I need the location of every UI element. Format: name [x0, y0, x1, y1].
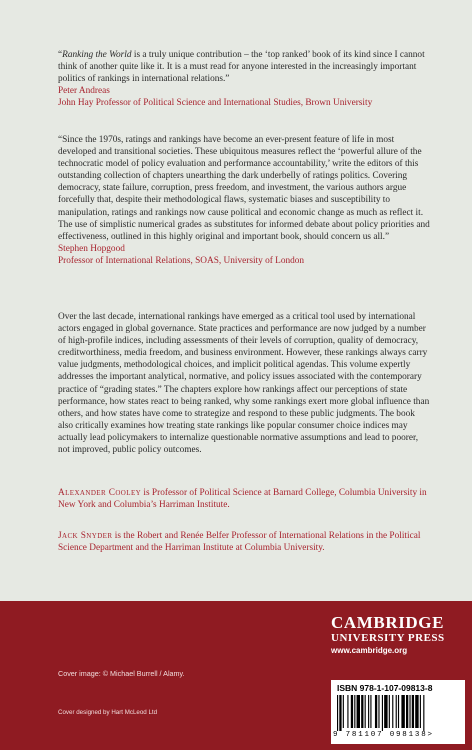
isbn-number: ISBN 978-1-107-09813-8	[337, 683, 433, 693]
barcode-icon	[337, 695, 459, 731]
endorser-name: Stephen Hopgood	[58, 243, 125, 254]
author-name: Alexander Cooley	[58, 488, 142, 498]
endorser-name: Peter Andreas	[58, 86, 110, 97]
publisher-name: CAMBRIDGE	[331, 613, 445, 632]
description-text: Over the last decade, international rankings have emerged as a critical tool used by international actors engaged in global governance. State practices and performance are now judged by a number of high-profile indices, including assessments of their levels of corruption, quality of democracy, creditworthiness, media freedom, and business environment. However, these rankings always carry value judgments, methodological choices, and implicit political agendas. This volume expertly addresses the important analytical, normative, and policy issues associated with the contemporary practice of “grading states.” The chapters explore how rankings affect our perceptions of state performance, how states react to being ranked, why some rankings exert more global influence than others, and how states have come to strategize and respond to these public judgments. The book also critically examines how treating state rankings like popular consumer choice indices may actually lead policymakers to internalize questionable normative assumptions and lead to poorer, not improved, public policy outcomes.	[58, 312, 430, 456]
author-bio-cooley	[58, 487, 430, 511]
author-bio-text: is the Robert and Renée Belfer Professor of International Relations in the Political Science Department and the Harriman Institute at Columbia University.	[58, 531, 421, 554]
endorsement-quote-text: is a truly unique contribution – the ‘top ranked’ book of its kind since I cannot think of another quite like it. It is a must read for anyone interested in the increasingly important politics of rankings in international relations.”	[58, 50, 425, 85]
endorsement-hopgood	[58, 134, 430, 267]
isbn-barcode	[331, 680, 465, 744]
barcode-digits	[333, 731, 434, 739]
book-title-italic: Ranking the World	[62, 50, 132, 60]
author-bio-snyder	[58, 530, 430, 554]
publisher-subname: UNIVERSITY PRESS	[331, 632, 445, 644]
endorsement-quote	[58, 49, 430, 85]
endorsement-andreas	[58, 49, 430, 109]
endorsement-quote-text: “Since the 1970s, ratings and rankings have become an ever-present feature of life in most developed and transitional societies. These ubiquitous measures reflect the ‘powerful allure of the technocratic model of policy evaluation and performance accountability,’ write the editors of this outstanding collection of chapters unearthing the dark underbelly of ratings politics. Covering democracy, state failure, corruption, press freedom, and investment, the various authors argue forcefully that, despite their methodological flaws, systematic biases and susceptibility to manipulation, ratings and rankings now cause political and economic change as much as reflect it. The use of simplistic numerical grades as substitutes for informed debate about policy priorities and effectiveness, outlined in this highly original and important book, should concern us all.”	[58, 135, 430, 242]
publisher-url: www.cambridge.org	[331, 646, 408, 655]
endorser-title: John Hay Professor of Political Science and International Studies, Brown University	[58, 98, 373, 109]
barcode-digits-text: 9 781107 098138	[333, 731, 428, 739]
cover-design-credit: Cover designed by Hart McLeod Ltd	[58, 709, 158, 716]
cover-image-credit: Cover image: © Michael Burrell / Alamy.	[58, 669, 185, 678]
publisher-logo	[331, 614, 466, 656]
endorser-title: Professor of International Relations, SOAS, University of London	[58, 255, 305, 266]
publisher-band	[0, 601, 472, 750]
author-bio-text: is Professor of Political Science at Barnard College, Columbia University in New York and Columbia’s Harriman Institute.	[58, 488, 427, 511]
barcode-addon: >	[427, 731, 434, 739]
author-name: Jack Snyder	[58, 531, 113, 541]
book-description	[58, 311, 430, 456]
open-quote-mark: “	[58, 50, 63, 60]
